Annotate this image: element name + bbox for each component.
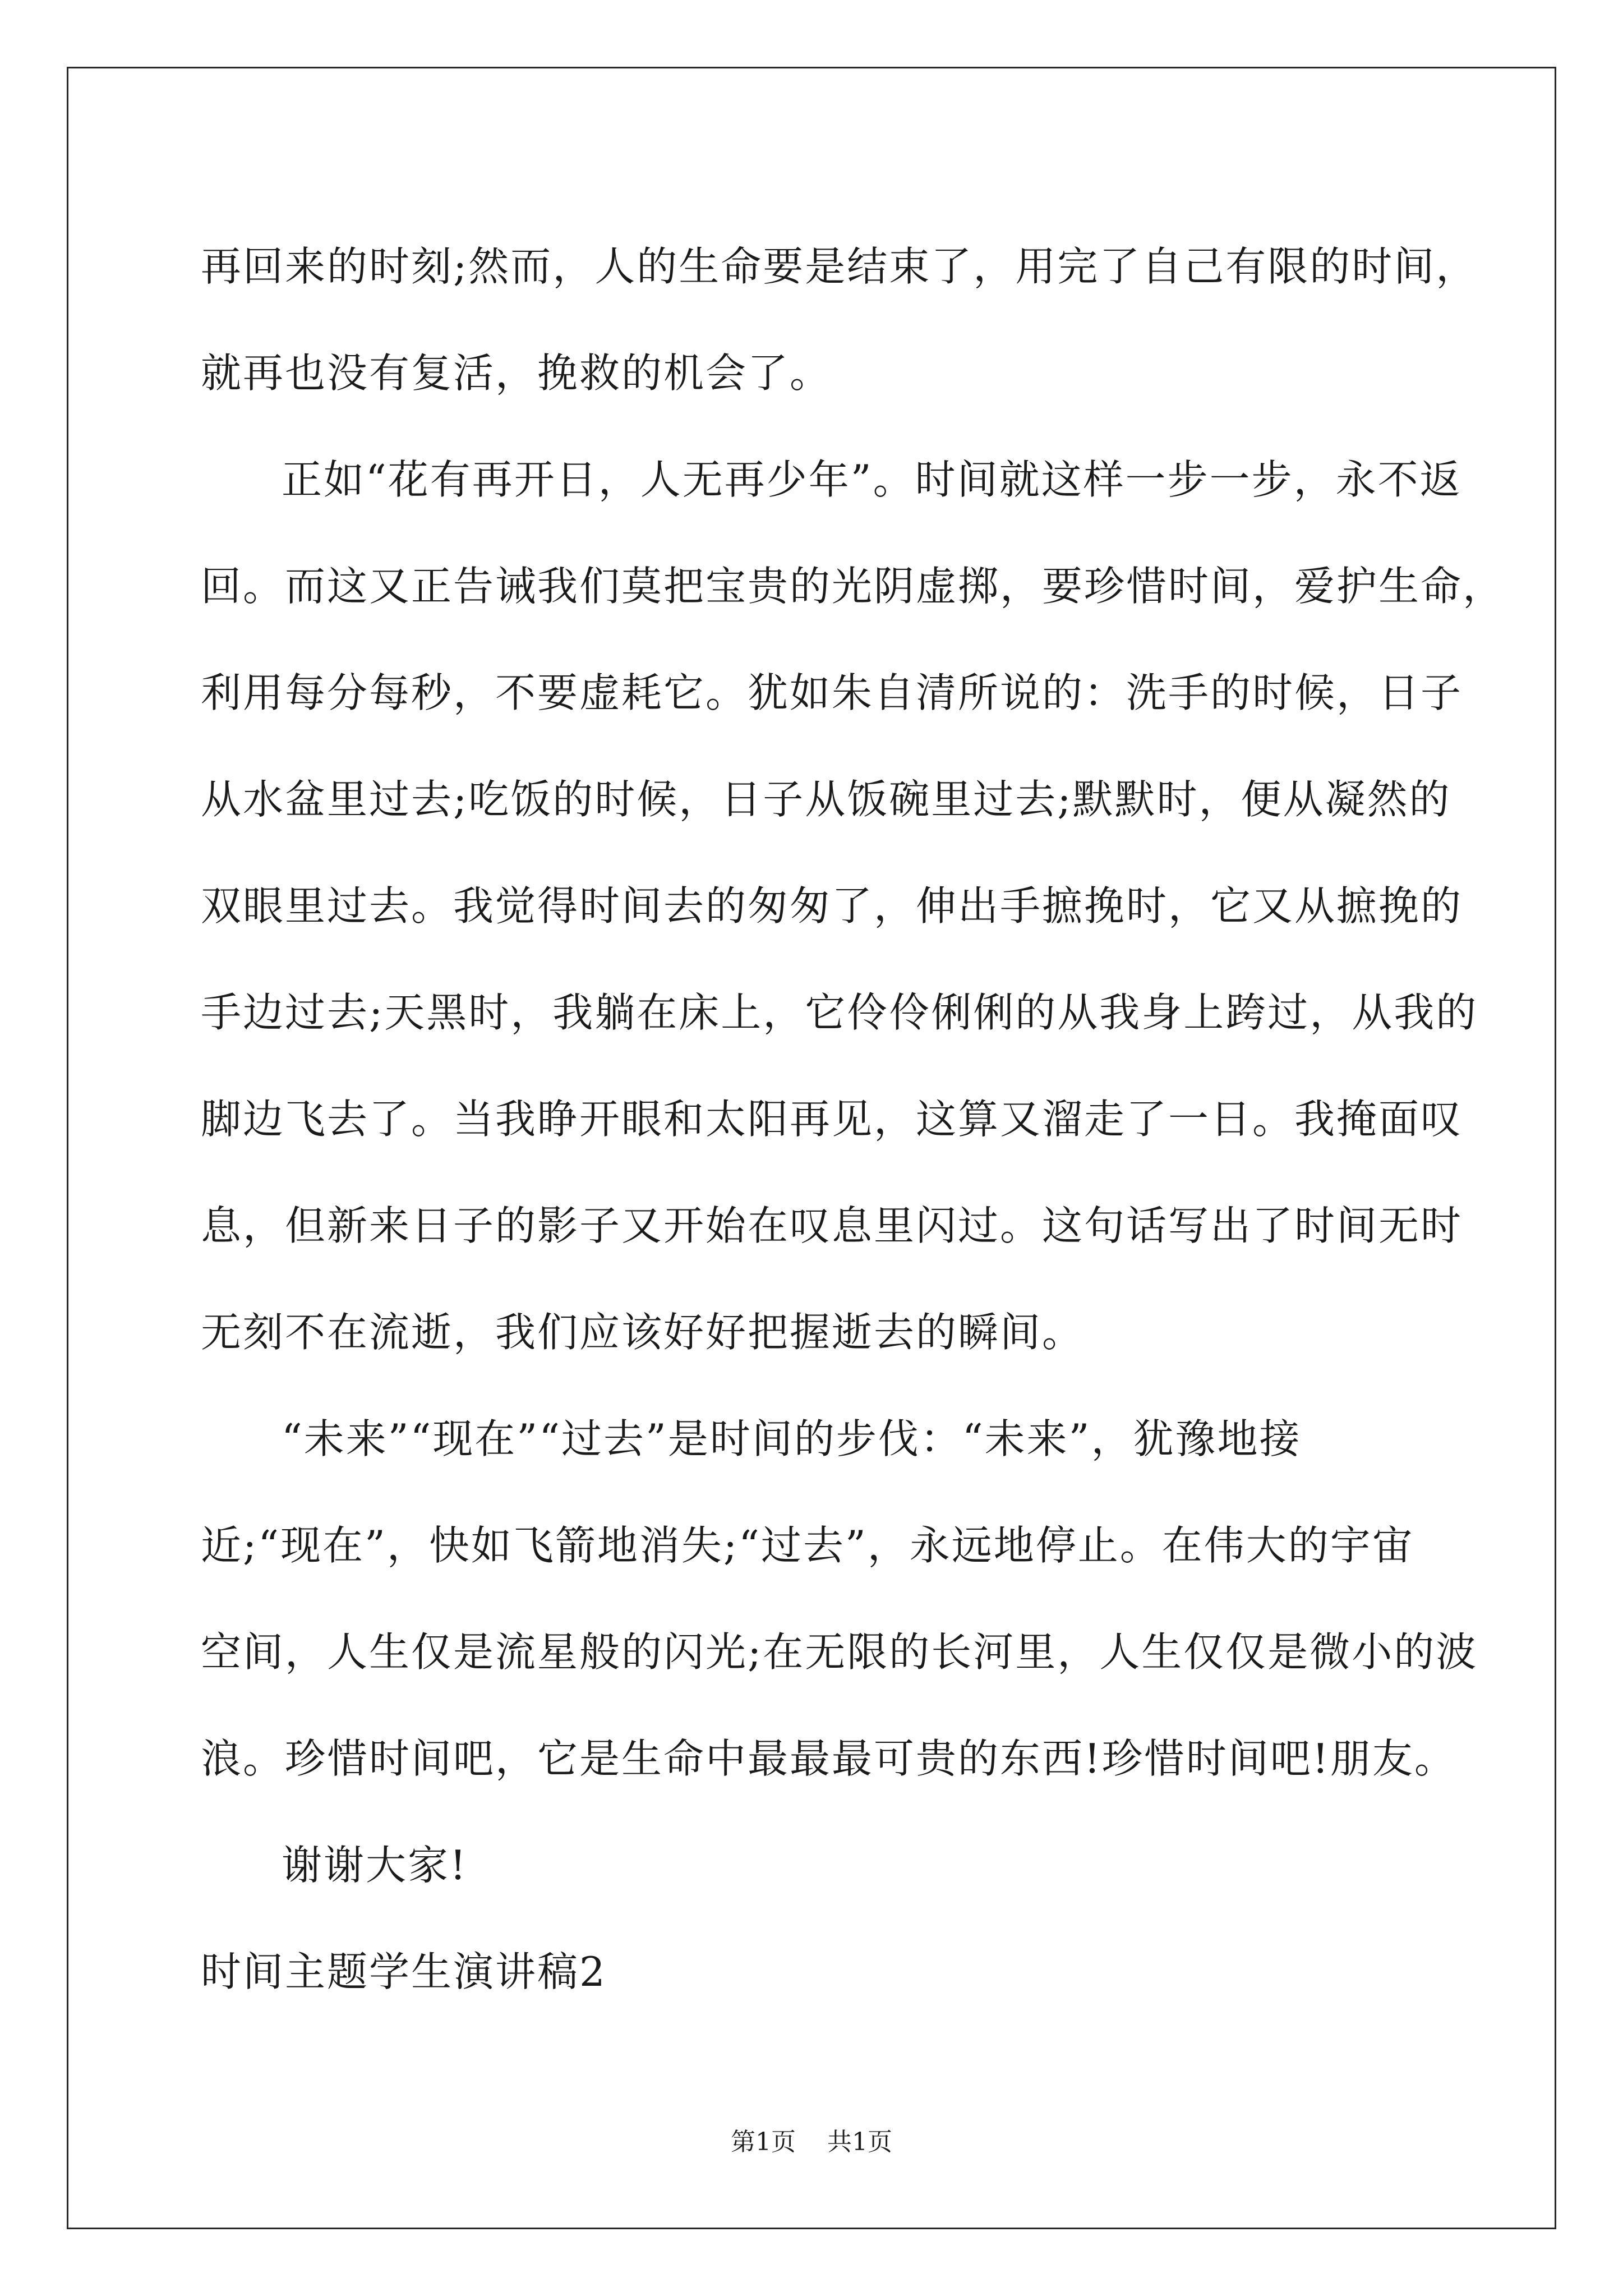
text-line: 双眼里过去。我觉得时间去的匆匆了，伸出手摭挽时，它又从摭挽的 [201,882,1463,930]
page-number-current: 第1页 [731,2128,796,2156]
next-section-heading: 时间主题学生演讲稿2 [201,1948,607,1995]
text-line: 利用每分每秒，不要虚耗它。犹如朱自清所说的：洗手的时候，日子 [201,669,1463,716]
text-line: 正如“花有再开日，人无再少年”。时间就这样一步一步，永不返 [282,456,1462,503]
text-line: 就再也没有复活，挽救的机会了。 [201,349,832,397]
text-line: 从水盆里过去;吃饭的时候，日子从饭碗里过去;默默时，便从凝然的 [201,776,1451,823]
text-line: 空间，人生仅是流星般的闪光;在无限的长河里，人生仅仅是微小的波 [201,1628,1478,1676]
text-line: 无刻不在流逝，我们应该好好把握逝去的瞬间。 [201,1309,1085,1356]
document-body [201,213,1505,2025]
text-line: 近;“现在”，快如飞箭地消失;“过去”，永远地停止。在伟大的宇宙 [201,1522,1414,1569]
closing-line: 谢谢大家! [282,1842,468,1889]
text-line: 浪。珍惜时间吧，它是生命中最最最可贵的东西!珍惜时间吧!朋友。 [201,1735,1456,1782]
page-footer [0,2122,1623,2157]
text-line: 手边过去;天黑时，我躺在床上，它伶伶俐俐的从我身上跨过，从我的 [201,989,1478,1036]
text-line: 再回来的时刻;然而，人的生命要是结束了，用完了自己有限的时间， [201,243,1478,290]
text-line: 脚边飞去了。当我睁开眼和太阳再见，这算又溜走了一日。我掩面叹 [201,1096,1463,1143]
text-line: 回。而这又正告诫我们莫把宝贵的光阴虚掷，要珍惜时间，爱护生命， [201,563,1505,610]
page-number-total: 共1页 [827,2128,892,2156]
text-line: “未来”“现在”“过去”是时间的步伐：“未来”，犹豫地接 [282,1415,1302,1462]
text-line: 息，但新来日子的影子又开始在叹息里闪过。这句话写出了时间无时 [201,1202,1463,1249]
